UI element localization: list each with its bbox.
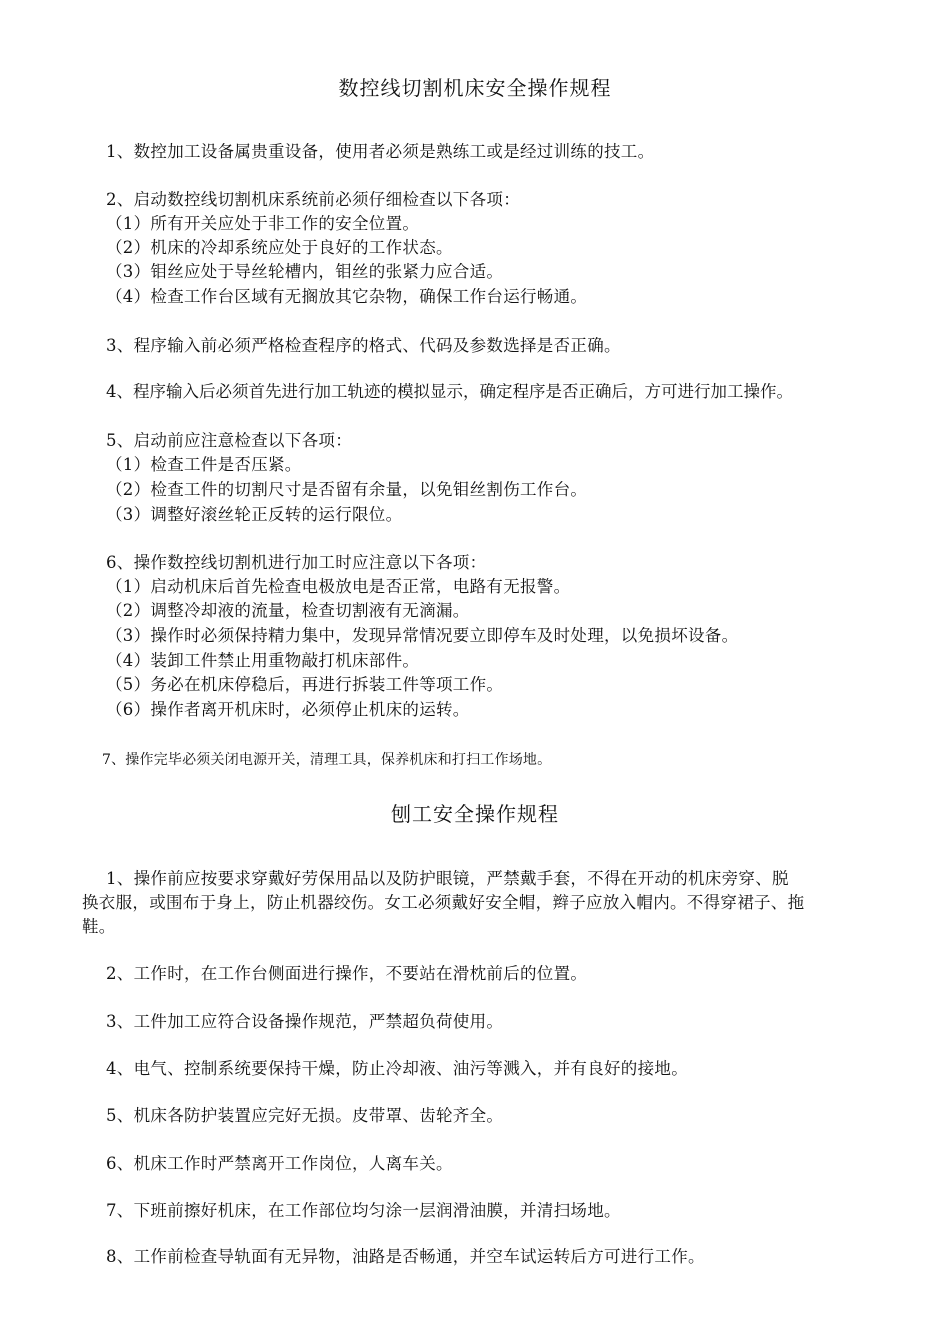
section1-item-2: 2、启动数控线切割机床系统前必须仔细检查以下各项：: [106, 190, 520, 209]
section1-item-6-sub-1: （1）启动机床后首先检查电极放电是否正常，电路有无报警。: [106, 577, 571, 596]
section1-item-6: 6、操作数控线切割机进行加工时应注意以下各项：: [106, 553, 487, 572]
section1-item-1: 1、数控加工设备属贵重设备，使用者必须是熟练工或是经过训练的技工。: [106, 142, 655, 161]
section1-item-6-sub-4: （4）装卸工件禁止用重物敲打机床部件。: [106, 651, 420, 670]
section1-item-6-sub-5: （5）务必在机床停稳后，再进行拆装工件等项工作。: [106, 675, 504, 694]
section2-item-1-line-1: 1、操作前应按要求穿戴好劳保用品以及防护眼镜，严禁戴手套，不得在开动的机床旁穿、脱: [106, 869, 789, 888]
section2-item-2: 2、工作时，在工作台侧面进行操作，不要站在滑枕前后的位置。: [106, 964, 588, 983]
section2-item-1-line-3: 鞋。: [82, 917, 116, 936]
section2-item-5: 5、机床各防护装置应完好无损。皮带罩、齿轮齐全。: [106, 1106, 504, 1125]
section2-title: 刨工安全操作规程: [391, 802, 559, 826]
section1-item-5-sub-3: （3）调整好滚丝轮正反转的运行限位。: [106, 505, 403, 524]
section1-item-3: 3、程序输入前必须严格检查程序的格式、代码及参数选择是否正确。: [106, 336, 621, 355]
section2-item-1-line-2: 换衣服，或围布于身上，防止机器绞伤。女工必须戴好安全帽，辫子应放入帽内。不得穿裙子、拖: [82, 893, 805, 912]
section1-item-5: 5、启动前应注意检查以下各项：: [106, 431, 352, 450]
section1-item-2-sub-1: （1）所有开关应处于非工作的安全位置。: [106, 214, 420, 233]
section1-item-2-sub-2: （2）机床的冷却系统应处于良好的工作状态。: [106, 238, 453, 257]
section1-item-2-sub-3: （3）钼丝应处于导丝轮槽内，钼丝的张紧力应合适。: [106, 262, 504, 281]
section2-item-7: 7、下班前擦好机床，在工作部位均匀涂一层润滑油膜，并清扫场地。: [106, 1201, 621, 1220]
section1-item-5-sub-2: （2）检查工件的切割尺寸是否留有余量，以免钼丝割伤工作台。: [106, 480, 588, 499]
section2-item-3: 3、工件加工应符合设备操作规范，严禁超负荷使用。: [106, 1012, 504, 1031]
section1-item-6-sub-6: （6）操作者离开机床时，必须停止机床的运转。: [106, 700, 470, 719]
section1-item-7: 7、操作完毕必须关闭电源开关，清理工具，保养机床和打扫工作场地。: [102, 752, 552, 768]
section1-item-6-sub-2: （2）调整冷却液的流量，检查切割液有无滴漏。: [106, 601, 470, 620]
section1-item-4: 4、程序输入后必须首先进行加工轨迹的模拟显示，确定程序是否正确后，方可进行加工操作。: [106, 382, 793, 401]
section2-item-4: 4、电气、控制系统要保持干燥，防止冷却液、油污等溅入，并有良好的接地。: [106, 1059, 688, 1078]
section1-item-2-sub-4: （4）检查工作台区域有无搁放其它杂物，确保工作台运行畅通。: [106, 287, 588, 306]
section2-item-8: 8、工作前检查导轨面有无异物，油路是否畅通，并空车试运转后方可进行工作。: [106, 1247, 705, 1266]
section1-item-5-sub-1: （1）检查工件是否压紧。: [106, 455, 302, 474]
section1-item-6-sub-3: （3）操作时必须保持精力集中，发现异常情况要立即停车及时处理，以免损坏设备。: [106, 626, 739, 645]
section1-title: 数控线切割机床安全操作规程: [338, 76, 612, 100]
section2-item-6: 6、机床工作时严禁离开工作岗位，人离车关。: [106, 1154, 453, 1173]
